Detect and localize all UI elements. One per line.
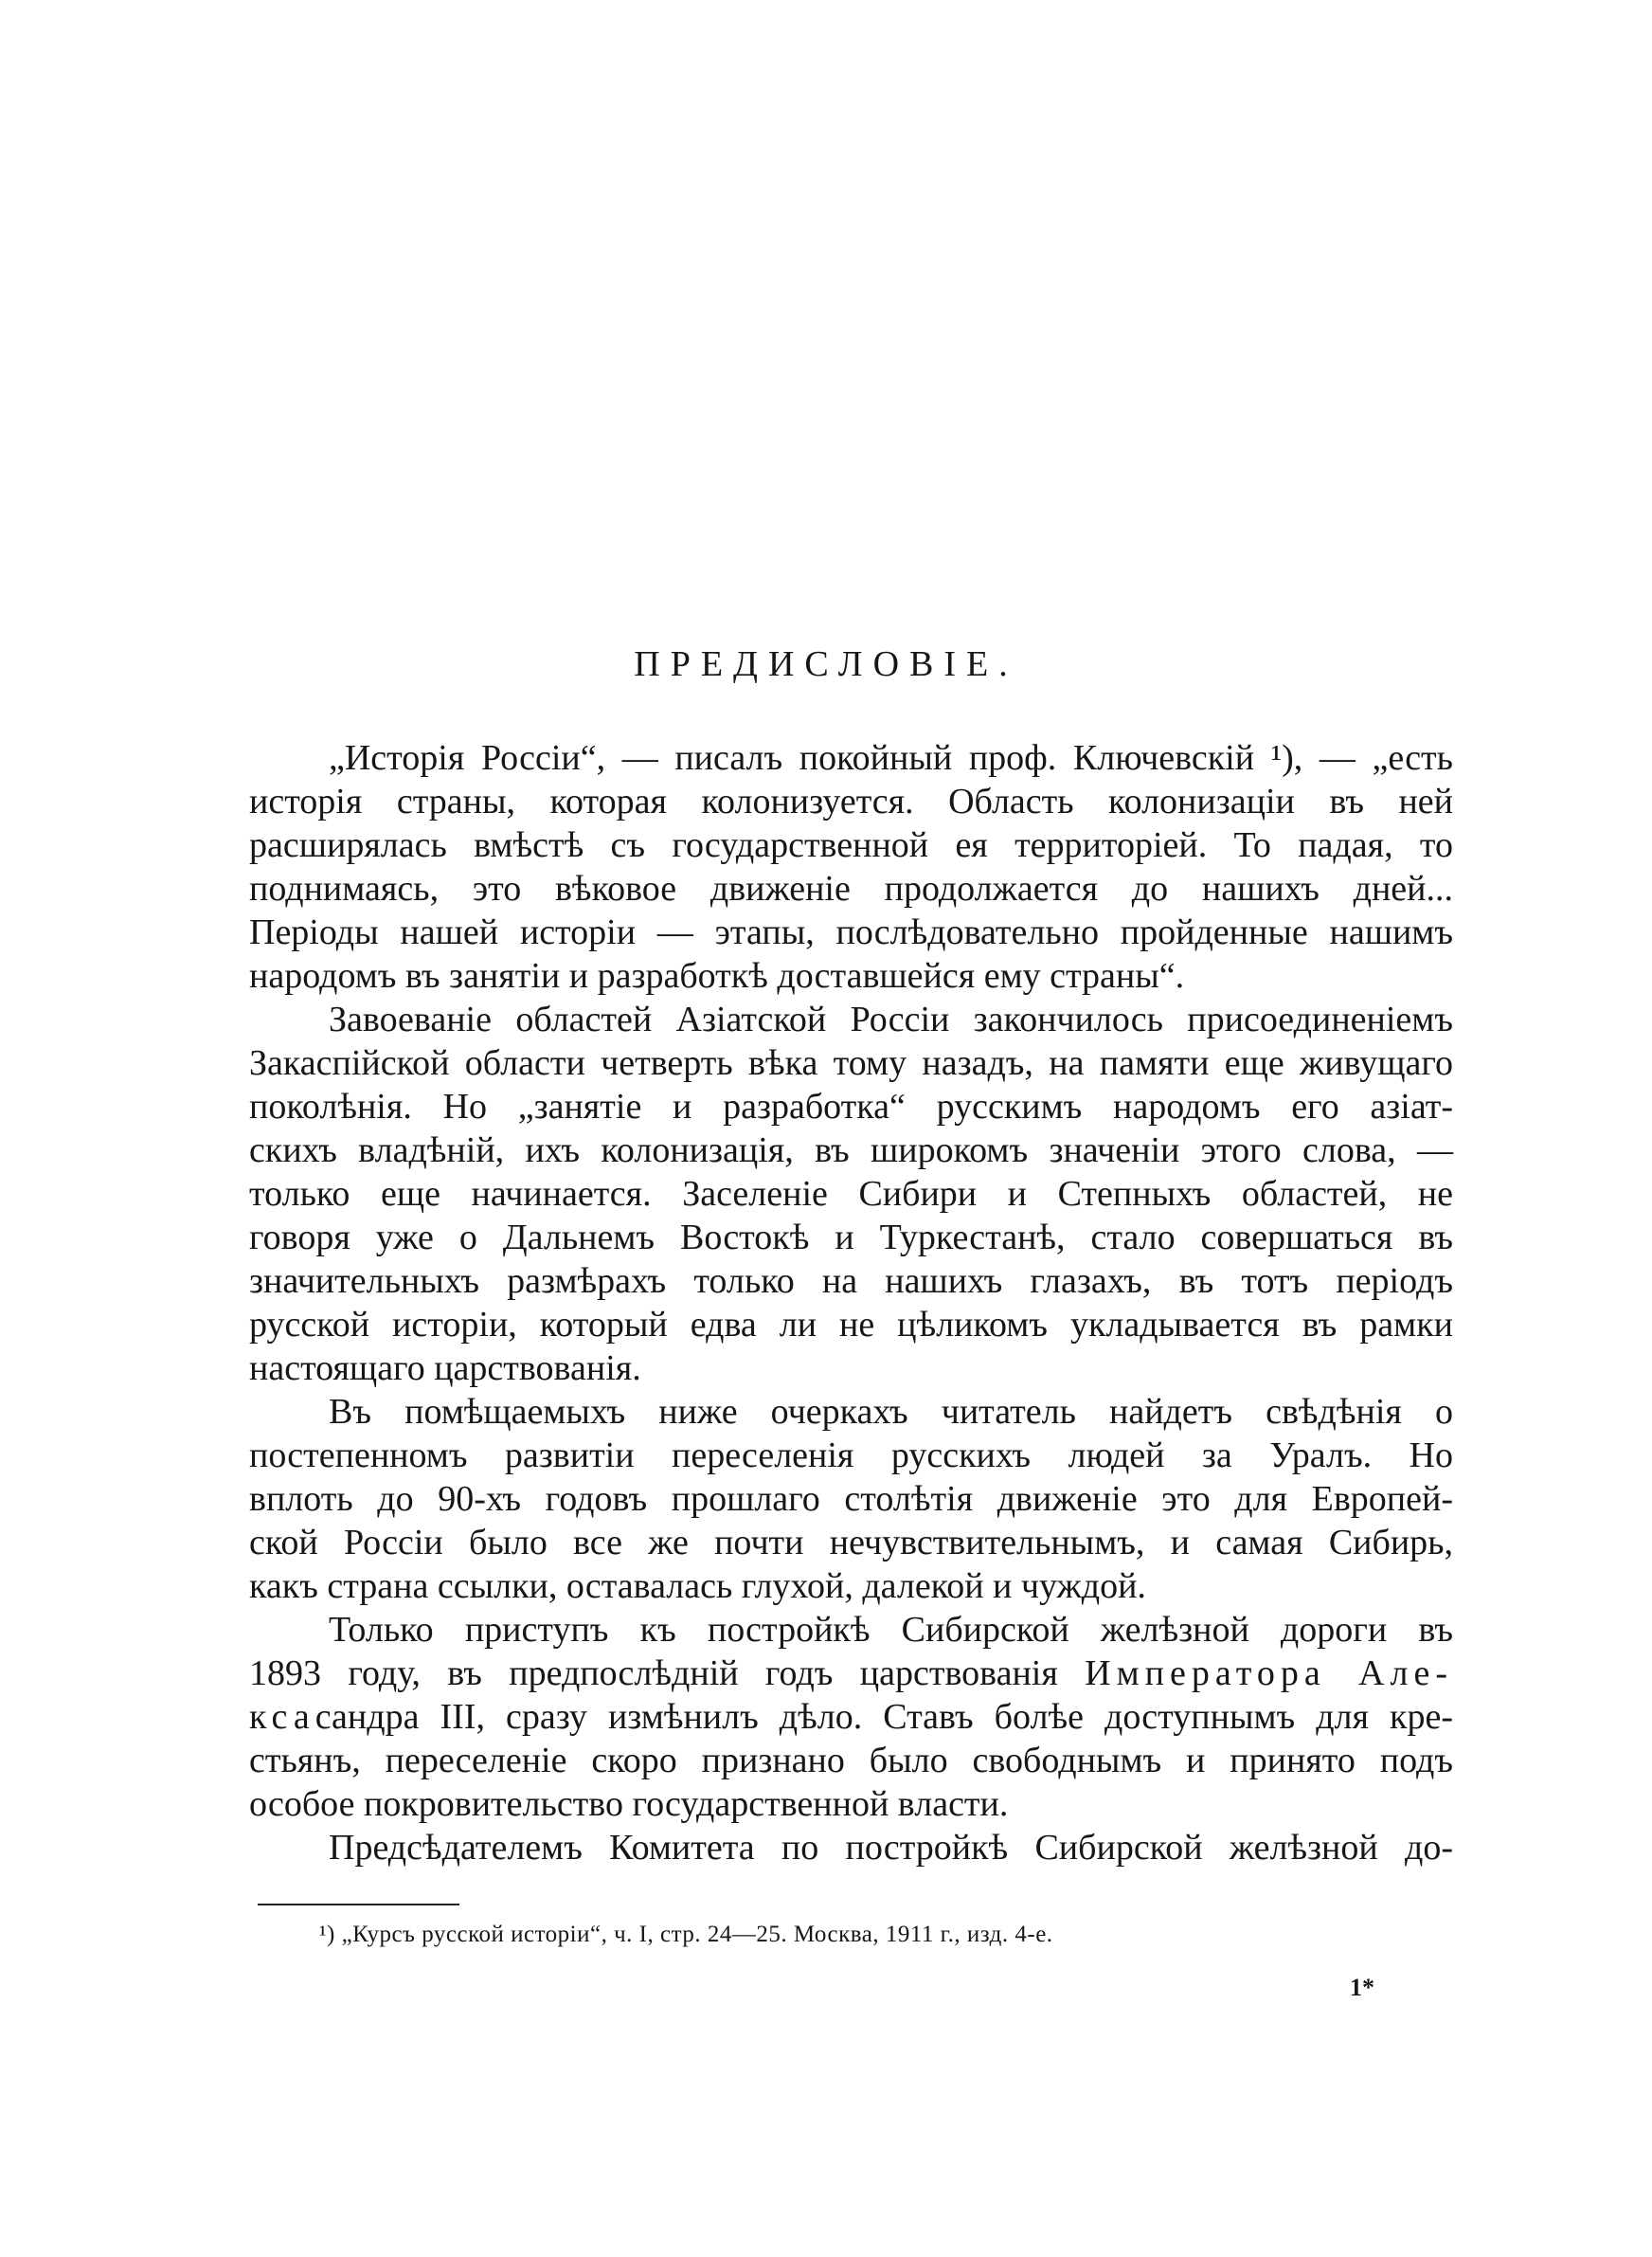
text-line: народомъ въ занятіи и разработкѣ доставшейся ему страны“.: [249, 956, 1185, 996]
text-line: стьянъ, переселеніе скоро признано было свободнымъ и принято подъ: [249, 1741, 1453, 1780]
text-line: „Исторія Россіи“, — писалъ покойный проф. Ключевскій ¹), — „есть: [329, 738, 1453, 778]
text-line: [249, 1695, 1453, 1739]
spaced-emphasis: Императора Але-: [1085, 1653, 1453, 1693]
text-line: Завоеваніе областей Азіатской Россіи закончилось присоединеніемъ: [329, 1000, 1453, 1039]
signature-mark: 1*: [1350, 1974, 1374, 2001]
text-line: говоря уже о Дальнемъ Востокѣ и Туркестанѣ, стало совершаться въ: [249, 1218, 1453, 1257]
text-line: Закаспійской области четверть вѣка тому назадъ, на памяти еще живущаго: [249, 1043, 1453, 1083]
text-line: русской исторіи, который едва ли не цѣликомъ укладывается въ рамки: [249, 1305, 1453, 1345]
text-line: особое покровительство государственной власти.: [249, 1784, 1009, 1824]
text-line: поднимаясь, это вѣковое движеніе продолжается до нашихъ дней...: [249, 869, 1453, 909]
spaced-emphasis: кса: [249, 1697, 315, 1737]
footnote-divider: [258, 1904, 459, 1905]
text-line: поколѣнія. Но „занятіе и разработка“ русскимъ народомъ его азіат-: [249, 1087, 1453, 1127]
footnote: ¹) „Курсъ русской исторіи“, ч. I, стр. 24—25. Москва, 1911 г., изд. 4-е.: [319, 1922, 1053, 1947]
text-segment: 1893 году, въ предпослѣдній годъ царствованія: [249, 1653, 1086, 1693]
text-line: значительныхъ размѣрахъ только на нашихъ глазахъ, въ тотъ періодъ: [249, 1261, 1453, 1301]
text-line: скихъ владѣній, ихъ колонизація, въ широкомъ значеніи этого слова, —: [249, 1130, 1453, 1170]
text-line: Предсѣдателемъ Комитета по постройкѣ Сибирской желѣзной до-: [329, 1828, 1453, 1868]
page-title: ПРЕДИСЛОВІЕ.: [634, 644, 1018, 684]
text-line: настоящаго царствованія.: [249, 1348, 641, 1388]
text-line: какъ страна ссылки, оставалась глухой, далекой и чуждой.: [249, 1566, 1146, 1606]
text-line: Только приступъ къ постройкѣ Сибирской желѣзной дороги въ: [329, 1610, 1453, 1650]
text-line: только еще начинается. Заселеніе Сибири и Степныхъ областей, не: [249, 1174, 1453, 1214]
text-segment: сандра III, сразу измѣнилъ дѣло. Ставъ болѣе доступнымъ для кре-: [314, 1697, 1453, 1737]
text-line: Въ помѣщаемыхъ ниже очеркахъ читатель найдетъ свѣдѣнія о: [329, 1392, 1453, 1432]
text-line: Періоды нашей исторіи — этапы, послѣдовательно пройденные нашимъ: [249, 912, 1453, 952]
text-line: исторія страны, которая колонизуется. Область колонизаціи въ ней: [249, 782, 1453, 822]
text-line: [249, 1652, 1453, 1695]
text-line: расширялась вмѣстѣ съ государственной ея территоріей. То падая, то: [249, 825, 1453, 865]
text-line: вплоть до 90-хъ годовъ прошлаго столѣтія движеніе это для Европей-: [249, 1479, 1453, 1519]
text-line: постепенномъ развитіи переселенія русскихъ людей за Уралъ. Но: [249, 1435, 1453, 1475]
text-line: ской Россіи было все же почти нечувствительнымъ, и самая Сибирь,: [249, 1523, 1453, 1562]
